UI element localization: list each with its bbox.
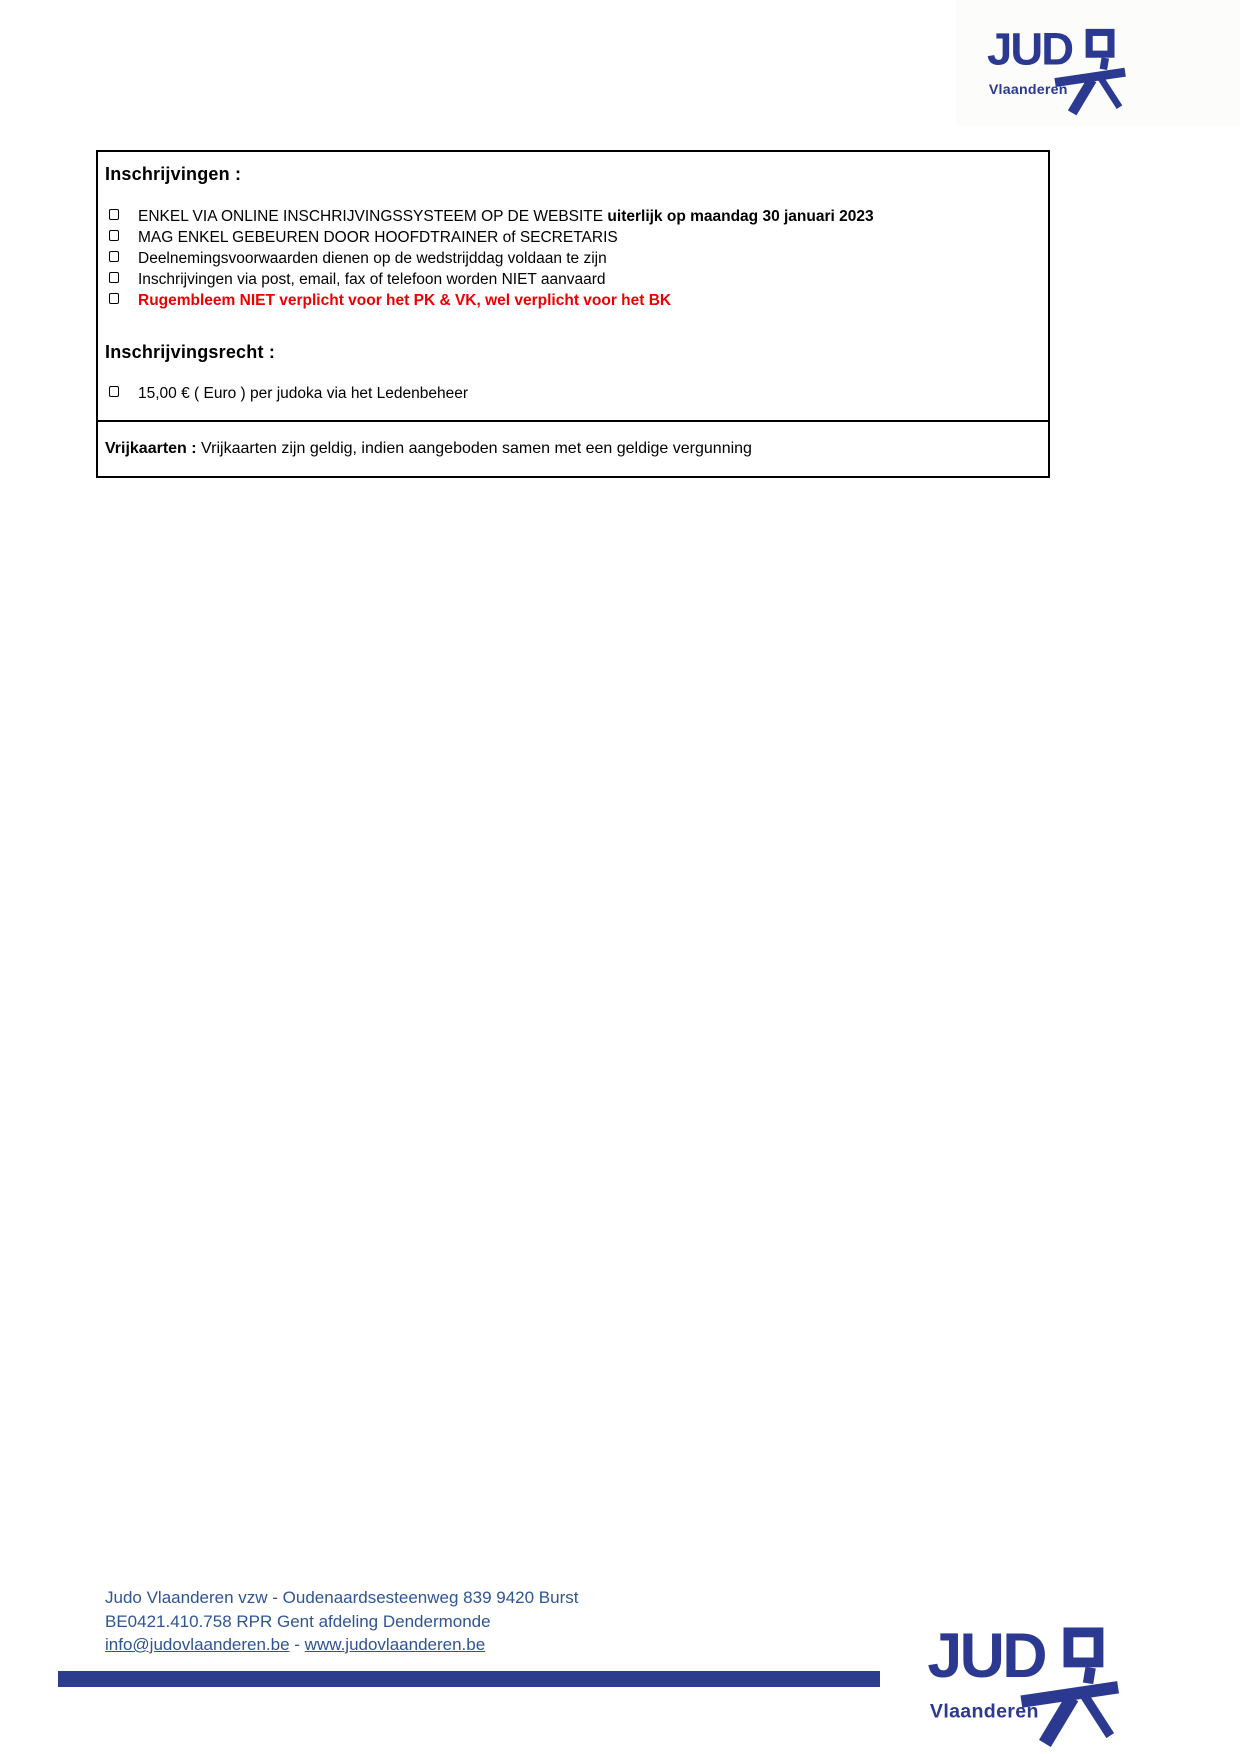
checkbox-icon <box>109 386 119 397</box>
free-tickets-text: Vrijkaarten zijn geldig, indien aangeboden samen met een geldige vergunning <box>201 440 752 457</box>
footer-website-link[interactable]: www.judovlaanderen.be <box>304 1635 486 1654</box>
footer-email-link[interactable]: info@judovlaanderen.be <box>105 1635 290 1654</box>
free-tickets-label: Vrijkaarten : <box>105 440 202 457</box>
bullet-row <box>109 206 1048 227</box>
checkbox-icon <box>109 272 119 283</box>
free-tickets-line <box>105 438 1048 459</box>
free-tickets-box <box>96 420 1050 478</box>
bullet-row <box>109 290 1048 311</box>
jud-wordmark: JUD <box>986 23 1073 75</box>
vlaanderen-wordmark: Vlaanderen <box>929 1700 1039 1723</box>
fee-heading: Inschrijvingsrecht : <box>105 342 276 362</box>
registration-box <box>96 150 1050 422</box>
fee-bullet-text: 15,00 € ( Euro ) per judoka via het Ledenbeheer <box>138 385 469 402</box>
bullet-text <box>138 206 874 227</box>
judo-vlaanderen-logo-icon <box>986 22 1128 119</box>
checkbox-icon <box>109 293 119 304</box>
registration-bullet-list <box>98 206 1048 311</box>
bullet-text: Inschrijvingen via post, email, fax of telefoon worden NIET aanvaard <box>138 271 606 288</box>
footer-company: BE0421.410.758 RPR Gent afdeling Dendermonde <box>105 1611 491 1631</box>
registration-heading: Inschrijvingen : <box>105 164 242 184</box>
bullet-text-warning: Rugembleem NIET verplicht voor het PK & VK, wel verplicht voor het BK <box>138 292 672 309</box>
bullet-text: Deelnemingsvoorwaarden dienen op de wedstrijddag voldaan te zijn <box>138 250 607 267</box>
checkbox-icon <box>109 209 119 220</box>
judo-vlaanderen-logo-bottom <box>926 1618 1122 1754</box>
bullet-text-bold: uiterlijk op maandag 30 januari 2023 <box>607 208 874 225</box>
bullet-text-normal: ENKEL VIA ONLINE INSCHRIJVINGSSYSTEEM OP DE WEBSITE <box>138 208 608 225</box>
fee-bullet-row <box>109 383 1048 404</box>
checkbox-icon <box>109 230 119 241</box>
judo-vlaanderen-logo-top <box>986 22 1128 124</box>
checkbox-icon <box>109 251 119 262</box>
bullet-row <box>109 269 1048 290</box>
vlaanderen-wordmark: Vlaanderen <box>988 81 1068 98</box>
footer-contact-line <box>105 1633 578 1657</box>
square-o-icon <box>1068 1632 1098 1662</box>
bullet-row <box>109 227 1048 248</box>
judo-vlaanderen-logo-icon <box>926 1618 1122 1752</box>
footer-divider-bar <box>58 1671 880 1687</box>
footer <box>105 1586 578 1657</box>
footer-address: Judo Vlaanderen vzw - Oudenaardsesteenweg 839 9420 Burst <box>105 1588 579 1607</box>
bullet-text: MAG ENKEL GEBEUREN DOOR HOOFDTRAINER of SECRETARIS <box>138 229 618 246</box>
jud-wordmark: JUD <box>927 1620 1045 1691</box>
square-o-icon <box>1089 32 1111 54</box>
bullet-row <box>109 248 1048 269</box>
footer-separator: - <box>289 1635 305 1654</box>
